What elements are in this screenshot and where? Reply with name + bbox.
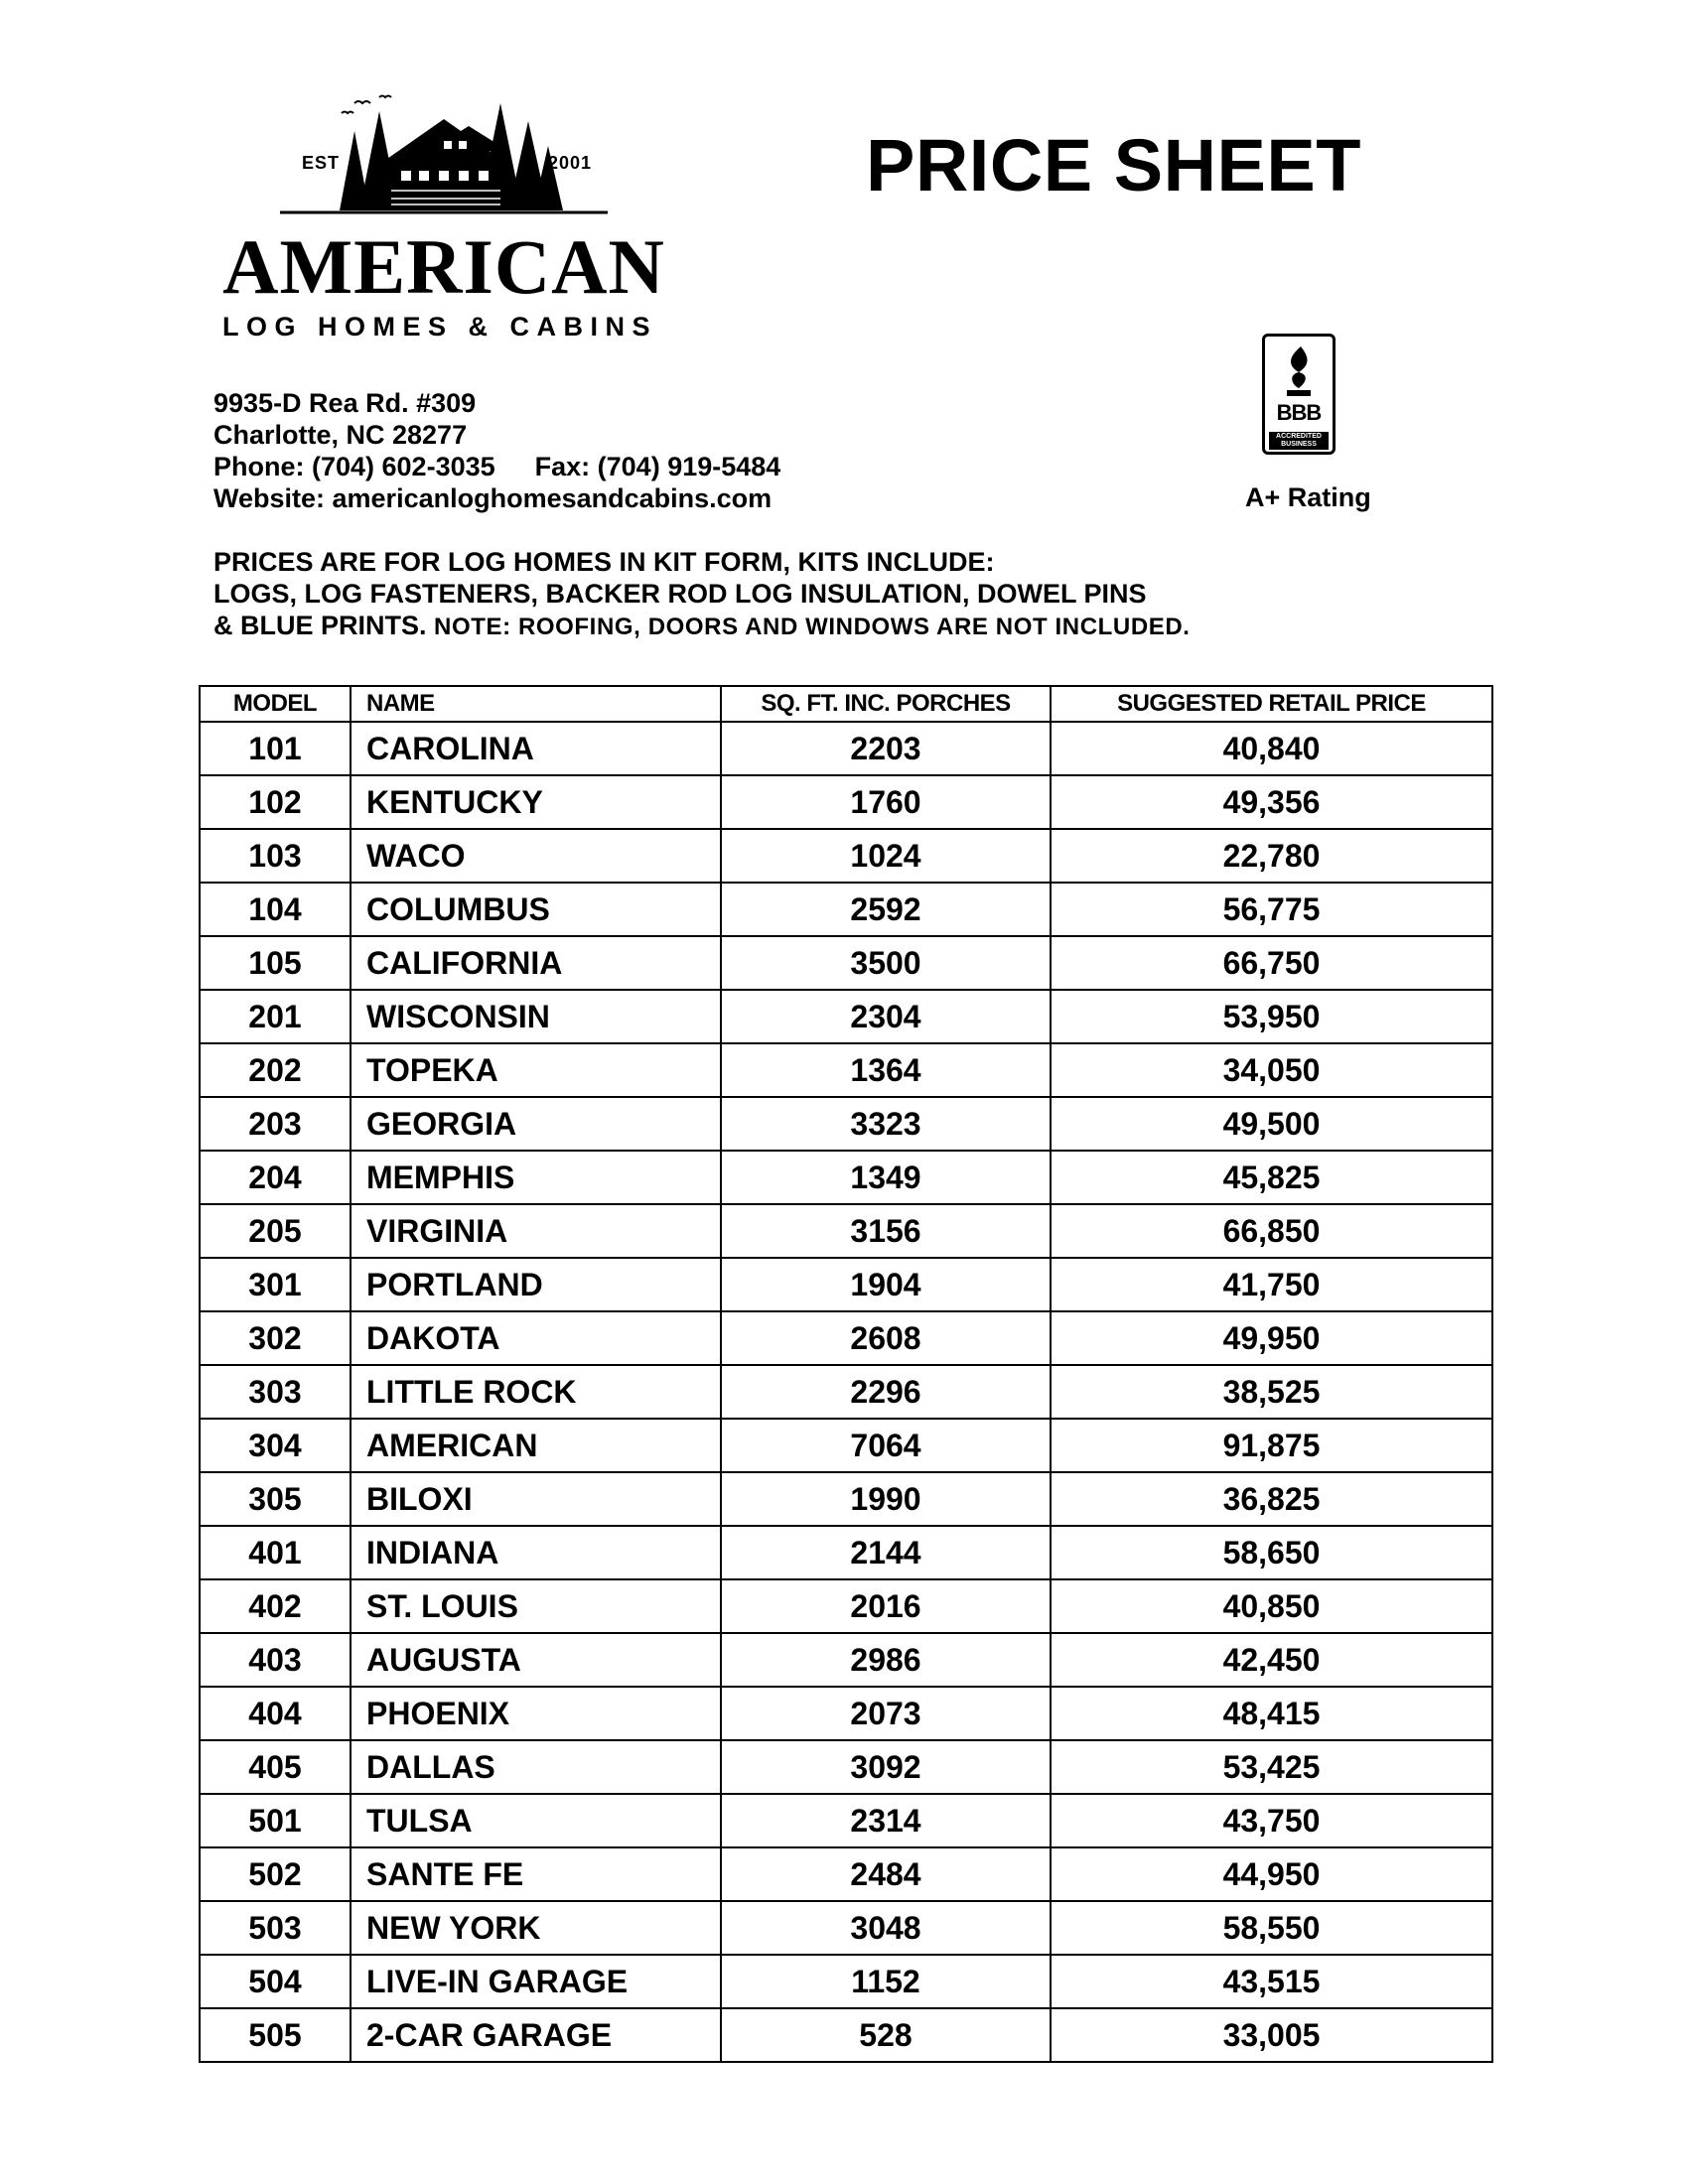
model-cell: 305 — [200, 1472, 351, 1526]
sqft-cell: 1990 — [721, 1472, 1051, 1526]
price-cell: 41,750 — [1051, 1258, 1492, 1311]
model-cell: 102 — [200, 775, 351, 829]
name-cell: LIVE-IN GARAGE — [351, 1955, 721, 2008]
bbb-badge — [1262, 334, 1336, 455]
address-line-1: 9935-D Rea Rd. #309 — [213, 388, 477, 418]
model-cell: 404 — [200, 1687, 351, 1740]
model-cell: 105 — [200, 936, 351, 990]
name-cell: WISCONSIN — [351, 990, 721, 1043]
price-cell: 49,500 — [1051, 1097, 1492, 1151]
table-row — [200, 1097, 1492, 1151]
price-cell: 36,825 — [1051, 1472, 1492, 1526]
note-exclusions: NOTE: ROOFING, DOORS AND WINDOWS ARE NOT INCLUDED. — [434, 614, 1191, 640]
name-cell: 2-CAR GARAGE — [351, 2008, 721, 2062]
price-cell: 44,950 — [1051, 1847, 1492, 1901]
price-cell: 58,550 — [1051, 1901, 1492, 1955]
table-row — [200, 1579, 1492, 1633]
price-cell: 49,356 — [1051, 775, 1492, 829]
price-cell: 43,515 — [1051, 1955, 1492, 2008]
price-cell: 22,780 — [1051, 829, 1492, 883]
model-cell: 402 — [200, 1579, 351, 1633]
model-cell: 302 — [200, 1311, 351, 1365]
price-cell: 33,005 — [1051, 2008, 1492, 2062]
model-cell: 204 — [200, 1151, 351, 1204]
sqft-cell: 2304 — [721, 990, 1051, 1043]
sqft-cell: 2592 — [721, 883, 1051, 936]
sqft-cell: 1364 — [721, 1043, 1051, 1097]
name-cell: COLUMBUS — [351, 883, 721, 936]
name-cell: BILOXI — [351, 1472, 721, 1526]
website: Website: americanloghomesandcabins.com — [213, 483, 773, 513]
header-price: SUGGESTED RETAIL PRICE — [1051, 686, 1492, 722]
table-row — [200, 1472, 1492, 1526]
contact-block — [213, 387, 780, 514]
table-row — [200, 1794, 1492, 1847]
company-logo — [220, 91, 667, 349]
model-cell: 403 — [200, 1633, 351, 1687]
model-cell: 201 — [200, 990, 351, 1043]
model-cell: 401 — [200, 1526, 351, 1579]
name-cell: PORTLAND — [351, 1258, 721, 1311]
name-cell: VIRGINIA — [351, 1204, 721, 1258]
note-line-3 — [213, 610, 1191, 643]
est-label: EST — [302, 153, 341, 173]
table-row — [200, 1204, 1492, 1258]
note-line-3a: & BLUE PRINTS. — [213, 611, 427, 640]
name-cell: NEW YORK — [351, 1901, 721, 1955]
price-cell: 53,425 — [1051, 1740, 1492, 1794]
price-cell: 40,850 — [1051, 1579, 1492, 1633]
table-row — [200, 1151, 1492, 1204]
table-row — [200, 1043, 1492, 1097]
note-line-2: LOGS, LOG FASTENERS, BACKER ROD LOG INSULATION, DOWEL PINS — [213, 579, 1147, 609]
table-row — [200, 1419, 1492, 1472]
sqft-cell: 2986 — [721, 1633, 1051, 1687]
table-row — [200, 1311, 1492, 1365]
price-cell: 38,525 — [1051, 1365, 1492, 1419]
table-row — [200, 1526, 1492, 1579]
bbb-text: BBB — [1276, 400, 1322, 425]
price-cell: 42,450 — [1051, 1633, 1492, 1687]
est-year: 2001 — [548, 153, 593, 173]
bbb-torch-icon — [1283, 344, 1315, 398]
model-cell: 202 — [200, 1043, 351, 1097]
table-row — [200, 1365, 1492, 1419]
name-cell: CAROLINA — [351, 722, 721, 775]
price-cell: 66,750 — [1051, 936, 1492, 990]
sqft-cell: 1760 — [721, 775, 1051, 829]
table-row — [200, 1633, 1492, 1687]
sqft-cell: 2073 — [721, 1687, 1051, 1740]
table-row — [200, 1901, 1492, 1955]
price-cell: 58,650 — [1051, 1526, 1492, 1579]
model-cell: 301 — [200, 1258, 351, 1311]
brand-name: AMERICAN — [222, 223, 665, 310]
model-cell: 103 — [200, 829, 351, 883]
name-cell: LITTLE ROCK — [351, 1365, 721, 1419]
sqft-cell: 1024 — [721, 829, 1051, 883]
model-cell: 505 — [200, 2008, 351, 2062]
sqft-cell: 528 — [721, 2008, 1051, 2062]
table-row — [200, 829, 1492, 883]
header-model: MODEL — [200, 686, 351, 722]
model-cell: 504 — [200, 1955, 351, 2008]
name-cell: INDIANA — [351, 1526, 721, 1579]
name-cell: TOPEKA — [351, 1043, 721, 1097]
bbb-accredited: ACCREDITED BUSINESS — [1269, 432, 1329, 450]
sqft-cell: 2314 — [721, 1794, 1051, 1847]
model-cell: 503 — [200, 1901, 351, 1955]
price-cell: 53,950 — [1051, 990, 1492, 1043]
table-row — [200, 1740, 1492, 1794]
model-cell: 501 — [200, 1794, 351, 1847]
table-row — [200, 2008, 1492, 2062]
sqft-cell: 2484 — [721, 1847, 1051, 1901]
price-cell: 66,850 — [1051, 1204, 1492, 1258]
model-cell: 502 — [200, 1847, 351, 1901]
name-cell: SANTE FE — [351, 1847, 721, 1901]
table-header-row — [200, 686, 1492, 722]
sqft-cell: 3048 — [721, 1901, 1051, 1955]
table-row — [200, 722, 1492, 775]
address-line-2: Charlotte, NC 28277 — [213, 420, 468, 450]
header-sqft: SQ. FT. INC. PORCHES — [721, 686, 1051, 722]
sqft-cell: 3323 — [721, 1097, 1051, 1151]
name-cell: WACO — [351, 829, 721, 883]
table-row — [200, 936, 1492, 990]
name-cell: GEORGIA — [351, 1097, 721, 1151]
note-line-1: PRICES ARE FOR LOG HOMES IN KIT FORM, KITS INCLUDE: — [213, 547, 995, 577]
sqft-cell: 2203 — [721, 722, 1051, 775]
fax: Fax: (704) 919-5484 — [534, 452, 781, 481]
header-name: NAME — [351, 686, 721, 722]
name-cell: DAKOTA — [351, 1311, 721, 1365]
name-cell: KENTUCKY — [351, 775, 721, 829]
price-cell: 40,840 — [1051, 722, 1492, 775]
model-cell: 405 — [200, 1740, 351, 1794]
model-cell: 104 — [200, 883, 351, 936]
price-cell: 49,950 — [1051, 1311, 1492, 1365]
name-cell: TULSA — [351, 1794, 721, 1847]
price-table — [199, 685, 1493, 2063]
sqft-cell: 3092 — [721, 1740, 1051, 1794]
table-row — [200, 775, 1492, 829]
name-cell: MEMPHIS — [351, 1151, 721, 1204]
name-cell: ST. LOUIS — [351, 1579, 721, 1633]
kit-note — [213, 546, 1191, 643]
model-cell: 303 — [200, 1365, 351, 1419]
price-cell: 56,775 — [1051, 883, 1492, 936]
price-cell: 91,875 — [1051, 1419, 1492, 1472]
price-cell: 45,825 — [1051, 1151, 1492, 1204]
table-row — [200, 1258, 1492, 1311]
table-row — [200, 883, 1492, 936]
page-title: PRICE SHEET — [866, 124, 1361, 206]
price-cell: 48,415 — [1051, 1687, 1492, 1740]
sqft-cell: 3156 — [721, 1204, 1051, 1258]
model-cell: 304 — [200, 1419, 351, 1472]
sqft-cell: 3500 — [721, 936, 1051, 990]
table-row — [200, 1847, 1492, 1901]
name-cell: AMERICAN — [351, 1419, 721, 1472]
sqft-cell: 1904 — [721, 1258, 1051, 1311]
model-cell: 205 — [200, 1204, 351, 1258]
name-cell: CALIFORNIA — [351, 936, 721, 990]
name-cell: PHOENIX — [351, 1687, 721, 1740]
name-cell: DALLAS — [351, 1740, 721, 1794]
phone-fax-line — [213, 451, 780, 482]
name-cell: AUGUSTA — [351, 1633, 721, 1687]
sqft-cell: 2016 — [721, 1579, 1051, 1633]
bbb-rating: A+ Rating — [1245, 482, 1371, 512]
table-row — [200, 990, 1492, 1043]
sqft-cell: 2608 — [721, 1311, 1051, 1365]
sqft-cell: 1349 — [721, 1151, 1051, 1204]
sqft-cell: 2296 — [721, 1365, 1051, 1419]
price-cell: 43,750 — [1051, 1794, 1492, 1847]
model-cell: 101 — [200, 722, 351, 775]
table-row — [200, 1687, 1492, 1740]
model-cell: 203 — [200, 1097, 351, 1151]
brand-subtitle: LOG HOMES & CABINS — [222, 312, 658, 341]
phone: Phone: (704) 602-3035 — [213, 452, 495, 481]
sqft-cell: 2144 — [721, 1526, 1051, 1579]
price-cell: 34,050 — [1051, 1043, 1492, 1097]
table-row — [200, 1955, 1492, 2008]
sqft-cell: 1152 — [721, 1955, 1051, 2008]
sqft-cell: 7064 — [721, 1419, 1051, 1472]
